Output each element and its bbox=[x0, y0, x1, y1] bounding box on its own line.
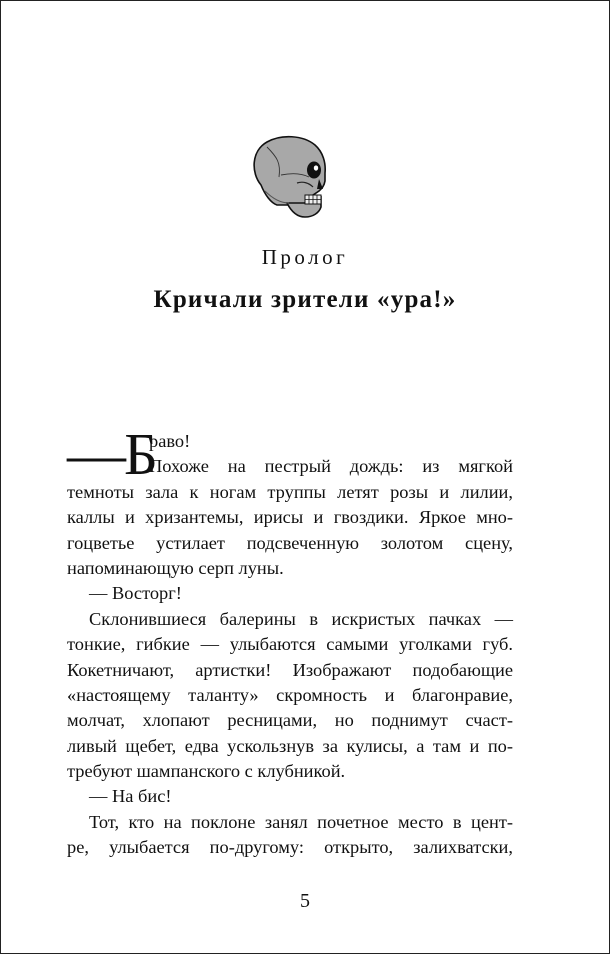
body-text bbox=[67, 421, 513, 861]
chapter-pretitle: Пролог bbox=[261, 245, 349, 269]
text-line: раво! bbox=[149, 431, 191, 451]
text-line: требуют шампанского с клубникой. bbox=[67, 761, 346, 782]
page-number: 5 bbox=[300, 890, 310, 912]
chapter-title: Кричали зрители «ура!» bbox=[153, 286, 457, 313]
text-line: напоминающую серп луны. bbox=[67, 557, 284, 578]
drop-cap: —Б bbox=[67, 421, 156, 487]
text-line: — На бис! bbox=[89, 786, 172, 807]
text-line: — Восторг! bbox=[89, 583, 182, 604]
opening-paragraph bbox=[67, 421, 513, 487]
text-line: темноты зала к ногам труппы летят розы и лилии, bbox=[67, 481, 513, 502]
text-line: тонкие, гибкие — улыбаются самыми уголками губ. bbox=[67, 634, 513, 655]
text-line: ре, улыбается по-другому: открыто, залихватски, bbox=[67, 837, 513, 858]
text-line: «настоящему таланту» скромность и благонравие, bbox=[67, 684, 513, 705]
skull-icon bbox=[247, 133, 329, 221]
text-line: молчат, хлопают ресницами, но поднимут счаст- bbox=[67, 710, 513, 731]
text-line: гоцветье устилает подсвеченную золотом сцену, bbox=[67, 532, 513, 553]
text-line: Тот, кто на поклоне занял почетное место в цент- bbox=[89, 811, 513, 832]
text-line: Похоже на пестрый дождь: из мягкой bbox=[149, 456, 513, 477]
text-line: каллы и хризантемы, ирисы и гвоздики. Яркое мно- bbox=[67, 507, 513, 528]
text-line: Кокетничают, артистки! Изображают подобающие bbox=[67, 659, 513, 680]
text-line: ливый щебет, едва ускользнув за кулисы, а там и по- bbox=[67, 735, 513, 756]
text-line: Склонившиеся балерины в искристых пачках — bbox=[89, 608, 513, 629]
